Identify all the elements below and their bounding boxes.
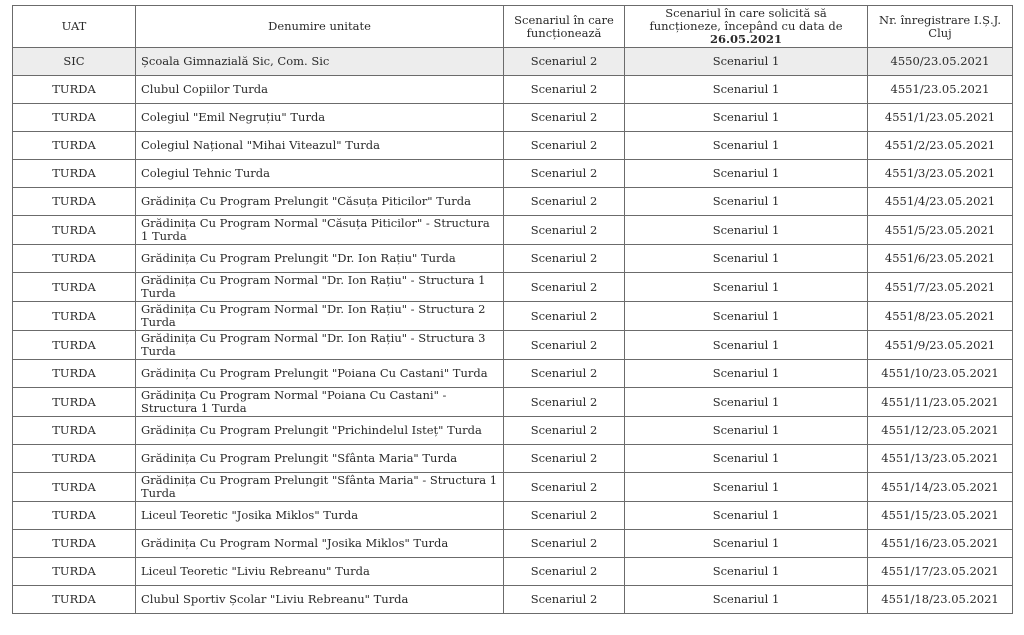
cell-requested-scenario: Scenariul 1 xyxy=(625,76,868,104)
cell-current-scenario: Scenariul 2 xyxy=(504,558,625,586)
cell-requested-scenario: Scenariul 1 xyxy=(625,530,868,558)
cell-current-scenario: Scenariul 2 xyxy=(504,586,625,614)
cell-current-scenario: Scenariul 2 xyxy=(504,388,625,417)
table-row xyxy=(13,160,1013,188)
cell-registration-number: 4551/16/23.05.2021 xyxy=(868,530,1013,558)
cell-uat: TURDA xyxy=(13,502,136,530)
cell-unit-name: Grădinița Cu Program Prelungit "Sfânta Maria" Turda xyxy=(136,445,504,473)
cell-current-scenario: Scenariul 2 xyxy=(504,216,625,245)
cell-uat: SIC xyxy=(13,48,136,76)
cell-current-scenario: Scenariul 2 xyxy=(504,104,625,132)
cell-uat: TURDA xyxy=(13,417,136,445)
table-header xyxy=(13,6,1013,48)
cell-registration-number: 4551/23.05.2021 xyxy=(868,76,1013,104)
cell-registration-number: 4551/9/23.05.2021 xyxy=(868,331,1013,360)
table-row xyxy=(13,302,1013,331)
cell-requested-scenario: Scenariul 1 xyxy=(625,216,868,245)
cell-unit-name: Colegiul Tehnic Turda xyxy=(136,160,504,188)
cell-current-scenario: Scenariul 2 xyxy=(504,502,625,530)
cell-requested-scenario: Scenariul 1 xyxy=(625,473,868,502)
cell-registration-number: 4551/6/23.05.2021 xyxy=(868,245,1013,273)
cell-registration-number: 4551/8/23.05.2021 xyxy=(868,302,1013,331)
table-row xyxy=(13,216,1013,245)
cell-requested-scenario: Scenariul 1 xyxy=(625,360,868,388)
cell-current-scenario: Scenariul 2 xyxy=(504,445,625,473)
cell-unit-name: Colegiul "Emil Negruțiu" Turda xyxy=(136,104,504,132)
cell-current-scenario: Scenariul 2 xyxy=(504,245,625,273)
cell-requested-scenario: Scenariul 1 xyxy=(625,48,868,76)
table-row xyxy=(13,360,1013,388)
cell-registration-number: 4551/11/23.05.2021 xyxy=(868,388,1013,417)
table-row xyxy=(13,104,1013,132)
cell-unit-name: Grădinița Cu Program Prelungit "Căsuța Piticilor" Turda xyxy=(136,188,504,216)
table-row xyxy=(13,188,1013,216)
cell-current-scenario: Scenariul 2 xyxy=(504,273,625,302)
table-row xyxy=(13,331,1013,360)
header-registration-number: Nr. înregistrare I.Ș.J. Cluj xyxy=(868,6,1013,48)
cell-registration-number: 4551/12/23.05.2021 xyxy=(868,417,1013,445)
cell-registration-number: 4551/5/23.05.2021 xyxy=(868,216,1013,245)
table-row xyxy=(13,245,1013,273)
cell-requested-scenario: Scenariul 1 xyxy=(625,245,868,273)
table-row xyxy=(13,473,1013,502)
cell-unit-name: Grădinița Cu Program Prelungit "Sfânta Maria" - Structura 1 Turda xyxy=(136,473,504,502)
cell-uat: TURDA xyxy=(13,273,136,302)
cell-uat: TURDA xyxy=(13,160,136,188)
cell-current-scenario: Scenariul 2 xyxy=(504,132,625,160)
table-row xyxy=(13,586,1013,614)
cell-uat: TURDA xyxy=(13,586,136,614)
cell-registration-number: 4551/17/23.05.2021 xyxy=(868,558,1013,586)
cell-registration-number: 4551/15/23.05.2021 xyxy=(868,502,1013,530)
cell-requested-scenario: Scenariul 1 xyxy=(625,331,868,360)
cell-unit-name: Grădinița Cu Program Normal "Dr. Ion Rațiu" - Structura 3 Turda xyxy=(136,331,504,360)
cell-requested-scenario: Scenariul 1 xyxy=(625,502,868,530)
cell-current-scenario: Scenariul 2 xyxy=(504,417,625,445)
cell-current-scenario: Scenariul 2 xyxy=(504,530,625,558)
cell-registration-number: 4551/4/23.05.2021 xyxy=(868,188,1013,216)
cell-requested-scenario: Scenariul 1 xyxy=(625,558,868,586)
cell-unit-name: Clubul Sportiv Școlar "Liviu Rebreanu" Turda xyxy=(136,586,504,614)
header-requested-text: Scenariul în care solicită să funcționeze, începând cu data de xyxy=(649,6,843,33)
cell-uat: TURDA xyxy=(13,445,136,473)
table-row xyxy=(13,388,1013,417)
cell-requested-scenario: Scenariul 1 xyxy=(625,302,868,331)
cell-uat: TURDA xyxy=(13,530,136,558)
cell-current-scenario: Scenariul 2 xyxy=(504,76,625,104)
cell-current-scenario: Scenariul 2 xyxy=(504,188,625,216)
table-row xyxy=(13,132,1013,160)
table-row xyxy=(13,558,1013,586)
header-row xyxy=(13,6,1013,48)
cell-unit-name: Grădinița Cu Program Normal "Josika Miklos" Turda xyxy=(136,530,504,558)
cell-unit-name: Grădinița Cu Program Normal "Căsuța Piticilor" - Structura 1 Turda xyxy=(136,216,504,245)
cell-registration-number: 4551/7/23.05.2021 xyxy=(868,273,1013,302)
cell-current-scenario: Scenariul 2 xyxy=(504,473,625,502)
cell-registration-number: 4551/14/23.05.2021 xyxy=(868,473,1013,502)
cell-uat: TURDA xyxy=(13,558,136,586)
cell-unit-name: Grădinița Cu Program Prelungit "Dr. Ion Rațiu" Turda xyxy=(136,245,504,273)
cell-unit-name: Grădinița Cu Program Normal "Dr. Ion Rațiu" - Structura 1 Turda xyxy=(136,273,504,302)
cell-requested-scenario: Scenariul 1 xyxy=(625,388,868,417)
cell-unit-name: Grădinița Cu Program Normal "Dr. Ion Rațiu" - Structura 2 Turda xyxy=(136,302,504,331)
header-unit-name: Denumire unitate xyxy=(136,6,504,48)
table-row xyxy=(13,417,1013,445)
table-body xyxy=(13,48,1013,614)
cell-unit-name: Grădinița Cu Program Prelungit "Prichindelul Isteț" Turda xyxy=(136,417,504,445)
cell-requested-scenario: Scenariul 1 xyxy=(625,104,868,132)
cell-registration-number: 4551/18/23.05.2021 xyxy=(868,586,1013,614)
cell-unit-name: Clubul Copiilor Turda xyxy=(136,76,504,104)
cell-requested-scenario: Scenariul 1 xyxy=(625,586,868,614)
cell-registration-number: 4551/13/23.05.2021 xyxy=(868,445,1013,473)
cell-uat: TURDA xyxy=(13,331,136,360)
cell-current-scenario: Scenariul 2 xyxy=(504,331,625,360)
cell-unit-name: Colegiul Național "Mihai Viteazul" Turda xyxy=(136,132,504,160)
cell-uat: TURDA xyxy=(13,245,136,273)
table-row xyxy=(13,76,1013,104)
header-uat: UAT xyxy=(13,6,136,48)
cell-uat: TURDA xyxy=(13,388,136,417)
cell-requested-scenario: Scenariul 1 xyxy=(625,445,868,473)
cell-uat: TURDA xyxy=(13,302,136,331)
table-row xyxy=(13,502,1013,530)
cell-requested-scenario: Scenariul 1 xyxy=(625,417,868,445)
cell-requested-scenario: Scenariul 1 xyxy=(625,160,868,188)
header-current-scenario: Scenariul în care funcționează xyxy=(504,6,625,48)
table-row xyxy=(13,48,1013,76)
cell-unit-name: Școala Gimnazială Sic, Com. Sic xyxy=(136,48,504,76)
cell-registration-number: 4551/3/23.05.2021 xyxy=(868,160,1013,188)
cell-requested-scenario: Scenariul 1 xyxy=(625,273,868,302)
cell-uat: TURDA xyxy=(13,360,136,388)
cell-uat: TURDA xyxy=(13,76,136,104)
cell-uat: TURDA xyxy=(13,104,136,132)
cell-uat: TURDA xyxy=(13,188,136,216)
scenario-table xyxy=(12,5,1013,614)
cell-current-scenario: Scenariul 2 xyxy=(504,160,625,188)
cell-uat: TURDA xyxy=(13,473,136,502)
cell-registration-number: 4550/23.05.2021 xyxy=(868,48,1013,76)
cell-current-scenario: Scenariul 2 xyxy=(504,302,625,331)
header-requested-scenario xyxy=(625,6,868,48)
cell-unit-name: Grădinița Cu Program Normal "Poiana Cu Castani" - Structura 1 Turda xyxy=(136,388,504,417)
document-page xyxy=(12,5,1012,614)
table-row xyxy=(13,445,1013,473)
cell-registration-number: 4551/10/23.05.2021 xyxy=(868,360,1013,388)
cell-requested-scenario: Scenariul 1 xyxy=(625,188,868,216)
cell-unit-name: Grădinița Cu Program Prelungit "Poiana Cu Castani" Turda xyxy=(136,360,504,388)
cell-registration-number: 4551/2/23.05.2021 xyxy=(868,132,1013,160)
cell-current-scenario: Scenariul 2 xyxy=(504,48,625,76)
cell-unit-name: Liceul Teoretic "Liviu Rebreanu" Turda xyxy=(136,558,504,586)
cell-unit-name: Liceul Teoretic "Josika Miklos" Turda xyxy=(136,502,504,530)
cell-requested-scenario: Scenariul 1 xyxy=(625,132,868,160)
cell-uat: TURDA xyxy=(13,216,136,245)
header-requested-date: 26.05.2021 xyxy=(709,32,783,46)
table-row xyxy=(13,530,1013,558)
cell-registration-number: 4551/1/23.05.2021 xyxy=(868,104,1013,132)
cell-uat: TURDA xyxy=(13,132,136,160)
table-row xyxy=(13,273,1013,302)
cell-current-scenario: Scenariul 2 xyxy=(504,360,625,388)
